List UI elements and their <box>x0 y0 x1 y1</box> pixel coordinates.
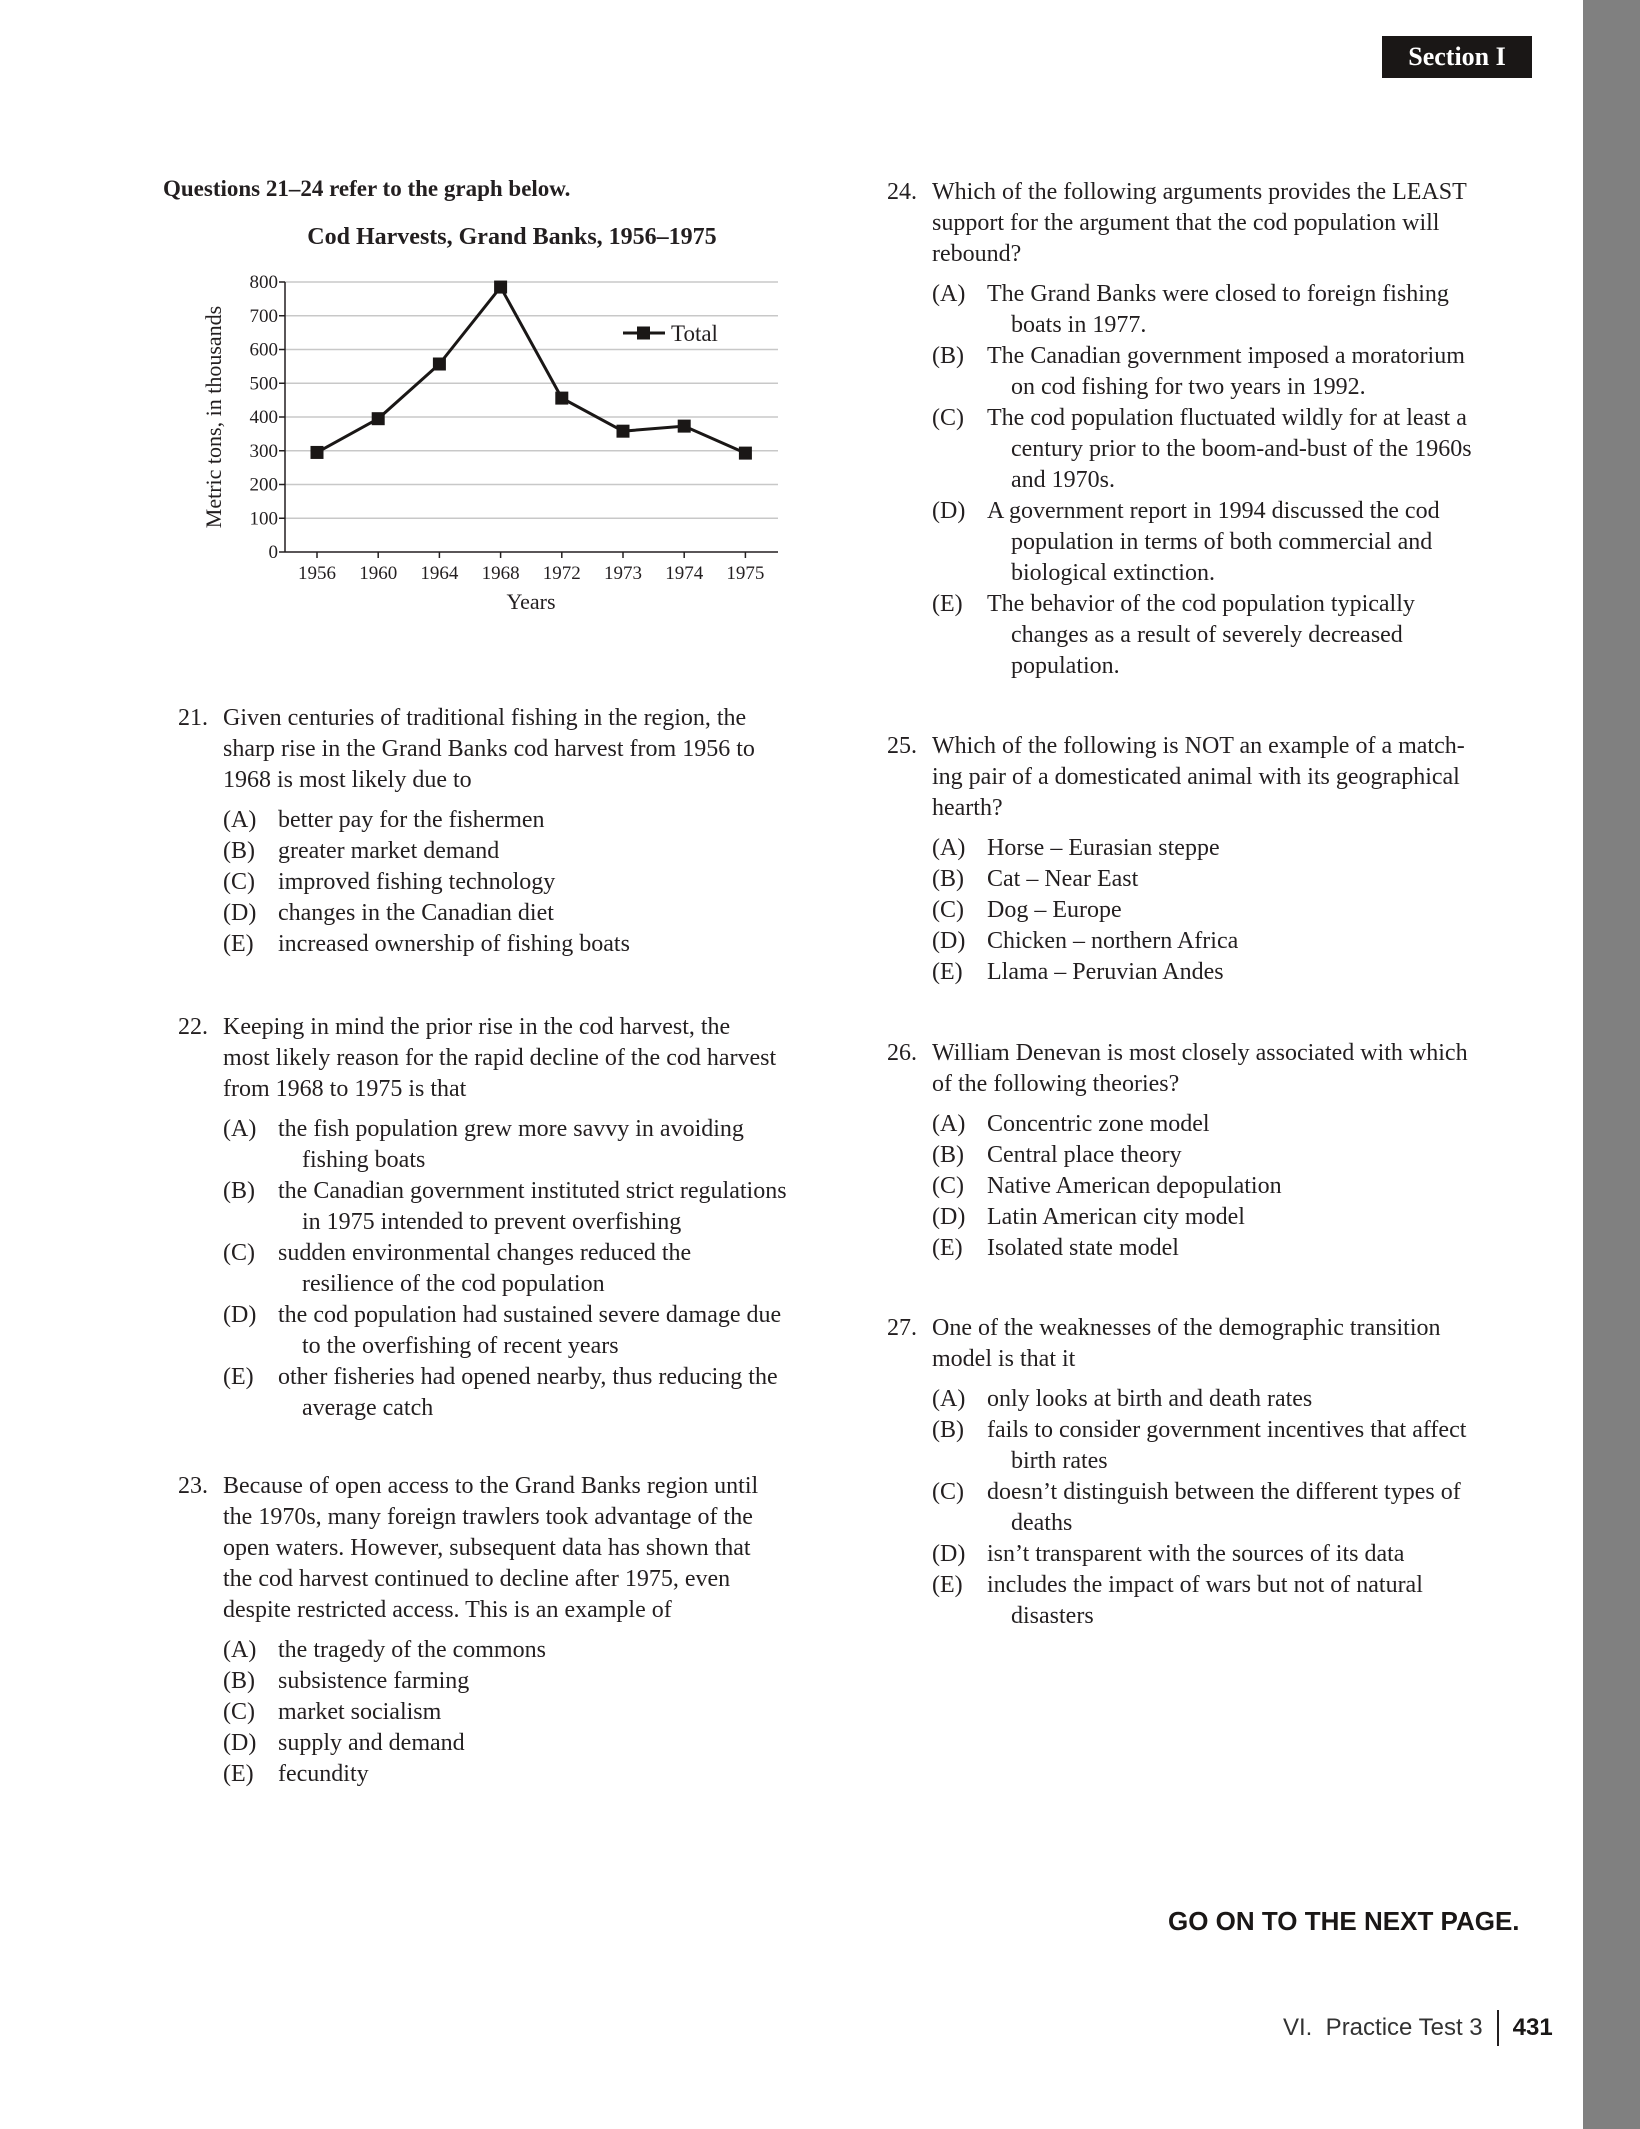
question-text <box>932 1313 1527 1375</box>
data-point-marker <box>739 447 752 460</box>
stem-line: open waters. However, subsequent data has shown that <box>223 1535 751 1561</box>
option-line: subsistence farming <box>278 1668 470 1694</box>
option-line: Isolated state model <box>987 1235 1179 1261</box>
question-stem <box>887 1038 1527 1100</box>
option-line: doesn’t distinguish between the different types of <box>987 1479 1461 1505</box>
question-stem <box>178 1012 838 1105</box>
option-line: the fish population grew more savvy in avoiding <box>278 1116 744 1142</box>
x-axis-label: Years <box>506 589 556 614</box>
stem-line: the 1970s, many foreign trawlers took advantage of the <box>223 1504 753 1530</box>
question-number: 26. <box>887 1040 917 1066</box>
option-text <box>987 1384 1527 1415</box>
stem-line: rebound? <box>932 241 1022 267</box>
stem-line: sharp rise in the Grand Banks cod harvest from 1956 to <box>223 736 755 762</box>
option-text <box>987 957 1527 988</box>
answer-option[interactable] <box>932 926 1527 957</box>
answer-option[interactable] <box>223 1697 838 1728</box>
option-text <box>278 1362 838 1424</box>
x-tick-label: 1975 <box>726 563 765 584</box>
option-line: The Canadian government imposed a moratorium <box>987 343 1465 369</box>
question-21 <box>178 703 838 960</box>
question-text <box>932 177 1527 270</box>
option-letter: (B) <box>932 866 964 892</box>
option-line: isn’t transparent with the sources of its data <box>987 1541 1405 1567</box>
option-line: the Canadian government instituted strict regulations <box>278 1178 787 1204</box>
answer-options <box>178 1114 838 1424</box>
option-letter: (B) <box>223 1668 255 1694</box>
option-text <box>987 1109 1527 1140</box>
answer-option[interactable] <box>223 1300 838 1362</box>
answer-option[interactable] <box>932 1539 1527 1570</box>
option-line: increased ownership of fishing boats <box>278 931 630 957</box>
option-line: Concentric zone model <box>987 1111 1210 1137</box>
option-line: changes as a result of severely decreased <box>1011 622 1403 648</box>
legend-label: Total <box>671 321 718 346</box>
answer-option[interactable] <box>932 1140 1527 1171</box>
option-letter: (A) <box>932 281 966 307</box>
option-line: market socialism <box>278 1699 442 1725</box>
stem-line: Which of the following is NOT an example of a match- <box>932 733 1465 759</box>
option-letter: (C) <box>932 897 964 923</box>
option-letter: (C) <box>223 1240 255 1266</box>
question-number: 25. <box>887 733 917 759</box>
answer-option[interactable] <box>223 836 838 867</box>
option-line: sudden environmental changes reduced the <box>278 1240 692 1266</box>
question-25 <box>887 731 1527 988</box>
question-22 <box>178 1012 838 1424</box>
option-text <box>987 1140 1527 1171</box>
section-label: Section I <box>1408 42 1506 71</box>
stem-line: ing pair of a domesticated animal with its geographical <box>932 764 1460 790</box>
option-text <box>278 1728 838 1759</box>
question-number: 23. <box>178 1473 208 1499</box>
option-text <box>987 589 1527 682</box>
answer-option[interactable] <box>932 1384 1527 1415</box>
answer-option[interactable] <box>932 895 1527 926</box>
option-line: The cod population fluctuated wildly for at least a <box>987 405 1467 431</box>
option-letter: (B) <box>223 1178 255 1204</box>
answer-options <box>887 1384 1527 1632</box>
answer-option[interactable] <box>932 1109 1527 1140</box>
option-letter: (D) <box>932 498 966 524</box>
page-edge-tab <box>1583 0 1640 2129</box>
option-line: The Grand Banks were closed to foreign fishing <box>987 281 1449 307</box>
x-tick-label: 1973 <box>604 563 642 584</box>
option-text <box>987 341 1527 403</box>
stem-line: Given centuries of traditional fishing in the region, the <box>223 705 747 731</box>
option-line: the tragedy of the commons <box>278 1637 546 1663</box>
option-line: Horse – Eurasian steppe <box>987 835 1220 861</box>
option-line: deaths <box>1011 1510 1073 1536</box>
option-letter: (E) <box>932 1235 963 1261</box>
option-text <box>987 864 1527 895</box>
answer-option[interactable] <box>932 864 1527 895</box>
stem-line: despite restricted access. This is an example of <box>223 1597 672 1623</box>
data-point-marker <box>678 420 691 433</box>
answer-option[interactable] <box>932 403 1527 496</box>
option-text <box>987 496 1527 589</box>
stem-line: support for the argument that the cod population will <box>932 210 1440 236</box>
data-point-marker <box>311 446 324 459</box>
stem-line: model is that it <box>932 1346 1076 1372</box>
option-line: Native American depopulation <box>987 1173 1282 1199</box>
answer-option[interactable] <box>932 1233 1527 1264</box>
option-line: includes the impact of wars but not of natural <box>987 1572 1423 1598</box>
option-letter: (C) <box>932 1173 964 1199</box>
option-line: other fisheries had opened nearby, thus reducing the <box>278 1364 778 1390</box>
option-line: Dog – Europe <box>987 897 1122 923</box>
answer-option[interactable] <box>932 589 1527 682</box>
y-tick-label: 100 <box>249 508 278 530</box>
answer-option[interactable] <box>223 1728 838 1759</box>
option-text <box>278 1238 838 1300</box>
option-line: and 1970s. <box>1011 467 1115 493</box>
option-letter: (C) <box>932 405 964 431</box>
option-line: boats in 1977. <box>1011 312 1147 338</box>
data-point-marker <box>433 358 446 371</box>
question-stem <box>178 1471 838 1626</box>
option-text <box>987 1477 1527 1539</box>
answer-option[interactable] <box>932 833 1527 864</box>
option-letter: (B) <box>932 1417 964 1443</box>
data-point-marker <box>617 425 630 438</box>
option-text <box>987 279 1527 341</box>
option-letter: (D) <box>223 900 257 926</box>
option-letter: (A) <box>223 1116 257 1142</box>
answer-option[interactable] <box>223 898 838 929</box>
option-letter: (E) <box>223 1364 254 1390</box>
answer-option[interactable] <box>223 1176 838 1238</box>
option-text <box>278 898 838 929</box>
y-tick-label: 600 <box>249 339 278 361</box>
option-text <box>987 403 1527 496</box>
x-tick-label: 1960 <box>359 563 398 584</box>
option-text <box>278 805 838 836</box>
stem-line: of the following theories? <box>932 1071 1180 1097</box>
page-number: 431 <box>1512 2014 1553 2041</box>
option-text <box>278 1759 838 1790</box>
answer-option[interactable] <box>223 867 838 898</box>
option-line: The behavior of the cod population typically <box>987 591 1415 617</box>
option-letter: (D) <box>223 1302 257 1328</box>
answer-options <box>178 805 838 960</box>
option-letter: (D) <box>223 1730 257 1756</box>
option-line: Chicken – northern Africa <box>987 928 1239 954</box>
option-text <box>278 836 838 867</box>
option-text <box>987 895 1527 926</box>
option-line: fishing boats <box>302 1147 426 1173</box>
option-line: A government report in 1994 discussed the cod <box>987 498 1440 524</box>
option-line: disasters <box>1011 1603 1094 1629</box>
answer-option[interactable] <box>223 929 838 960</box>
option-letter: (E) <box>223 931 254 957</box>
answer-option[interactable] <box>223 1666 838 1697</box>
answer-option[interactable] <box>223 1114 838 1176</box>
question-number: 22. <box>178 1014 208 1040</box>
option-letter: (A) <box>932 835 966 861</box>
answer-option[interactable] <box>932 957 1527 988</box>
y-tick-label: 300 <box>249 440 278 462</box>
questions-intro: Questions 21–24 refer to the graph below. <box>163 176 571 201</box>
stem-line: Which of the following arguments provides the LEAST <box>932 179 1467 205</box>
question-24 <box>887 177 1527 682</box>
option-line: only looks at birth and death rates <box>987 1386 1313 1412</box>
y-tick-label: 400 <box>249 407 278 428</box>
answer-option[interactable] <box>932 341 1527 403</box>
option-line: population in terms of both commercial and <box>1011 529 1433 555</box>
x-tick-label: 1968 <box>481 563 520 584</box>
answer-option[interactable] <box>223 1362 838 1424</box>
question-number: 24. <box>887 179 917 205</box>
option-letter: (E) <box>932 1572 963 1598</box>
y-tick-label: 700 <box>249 305 278 327</box>
option-text <box>987 1171 1527 1202</box>
answer-option[interactable] <box>932 279 1527 341</box>
option-letter: (E) <box>932 591 963 617</box>
option-text <box>987 1539 1527 1570</box>
option-letter: (C) <box>932 1479 964 1505</box>
option-line: Cat – Near East <box>987 866 1139 892</box>
answer-option[interactable] <box>223 1759 838 1790</box>
data-point-marker <box>494 281 507 294</box>
option-text <box>278 1300 838 1362</box>
option-text <box>987 1570 1527 1632</box>
question-text <box>223 1012 838 1105</box>
option-line: biological extinction. <box>1011 560 1215 586</box>
option-line: average catch <box>302 1395 434 1421</box>
answer-option[interactable] <box>223 1635 838 1666</box>
option-letter: (E) <box>223 1761 254 1787</box>
stem-line: hearth? <box>932 795 1003 821</box>
answer-option[interactable] <box>932 1202 1527 1233</box>
option-letter: (B) <box>932 1142 964 1168</box>
option-text <box>278 1697 838 1728</box>
question-number: 27. <box>887 1315 917 1341</box>
option-line: Central place theory <box>987 1142 1182 1168</box>
question-26 <box>887 1038 1527 1264</box>
option-letter: (C) <box>223 1699 255 1725</box>
option-line: to the overfishing of recent years <box>302 1333 619 1359</box>
answer-option[interactable] <box>932 1171 1527 1202</box>
data-point-marker <box>372 412 385 425</box>
option-line: greater market demand <box>278 838 500 864</box>
y-axis-label: Metric tons, in thousands <box>201 305 226 529</box>
option-text <box>278 1666 838 1697</box>
answer-option[interactable] <box>932 1415 1527 1477</box>
option-letter: (A) <box>932 1386 966 1412</box>
option-letter: (B) <box>223 838 255 864</box>
cod-harvest-chart <box>190 222 810 632</box>
option-line: changes in the Canadian diet <box>278 900 554 926</box>
answer-options <box>887 833 1527 988</box>
option-line: resilience of the cod population <box>302 1271 605 1297</box>
question-text <box>932 1038 1527 1100</box>
option-text <box>278 1176 838 1238</box>
option-letter: (D) <box>932 1204 966 1230</box>
footer-divider <box>1497 2010 1499 2046</box>
question-text <box>223 703 838 796</box>
stem-line: the cod harvest continued to decline after 1975, even <box>223 1566 731 1592</box>
option-text <box>987 1202 1527 1233</box>
option-line: fecundity <box>278 1761 369 1787</box>
x-tick-label: 1956 <box>298 563 336 584</box>
option-line: century prior to the boom-and-bust of the 1960s <box>1011 436 1472 462</box>
option-letter: (B) <box>932 343 964 369</box>
y-tick-label: 0 <box>268 542 278 563</box>
option-line: Latin American city model <box>987 1204 1245 1230</box>
answer-options <box>178 1635 838 1790</box>
answer-option[interactable] <box>223 805 838 836</box>
option-text <box>987 1415 1527 1477</box>
option-letter: (A) <box>223 1637 257 1663</box>
legend-marker <box>637 327 650 340</box>
page-footer <box>1283 2010 1553 2046</box>
option-line: birth rates <box>1011 1448 1108 1474</box>
go-on-notice: GO ON TO THE NEXT PAGE. <box>1168 1906 1520 1936</box>
x-tick-label: 1974 <box>665 563 704 584</box>
x-tick-label: 1972 <box>542 563 581 584</box>
line-chart <box>190 222 810 632</box>
option-letter: (D) <box>932 1541 966 1567</box>
option-text <box>278 867 838 898</box>
option-text <box>987 833 1527 864</box>
stem-line: most likely reason for the rapid decline of the cod harvest <box>223 1045 777 1071</box>
option-line: Llama – Peruvian Andes <box>987 959 1224 985</box>
y-tick-label: 200 <box>249 474 278 496</box>
question-text <box>932 731 1527 824</box>
option-line: supply and demand <box>278 1730 465 1756</box>
stem-line: from 1968 to 1975 is that <box>223 1076 467 1102</box>
option-line: better pay for the fishermen <box>278 807 545 833</box>
option-line: population. <box>1011 653 1120 679</box>
stem-line: Keeping in mind the prior rise in the cod harvest, the <box>223 1014 731 1040</box>
option-letter: (A) <box>223 807 257 833</box>
option-line: the cod population had sustained severe damage due <box>278 1302 782 1328</box>
answer-options <box>887 279 1527 682</box>
question-23 <box>178 1471 838 1790</box>
answer-options <box>887 1109 1527 1264</box>
option-text <box>278 929 838 960</box>
question-27 <box>887 1313 1527 1632</box>
option-text <box>278 1635 838 1666</box>
question-stem <box>887 1313 1527 1375</box>
answer-option[interactable] <box>223 1238 838 1300</box>
option-text <box>278 1114 838 1176</box>
chapter-label: VI. Practice Test 3 <box>1283 2014 1483 2041</box>
option-letter: (C) <box>223 869 255 895</box>
x-tick-label: 1964 <box>420 563 459 584</box>
option-line: in 1975 intended to prevent overfishing <box>302 1209 682 1235</box>
answer-option[interactable] <box>932 1570 1527 1632</box>
y-tick-label: 800 <box>249 272 278 293</box>
stem-line: 1968 is most likely due to <box>223 767 472 793</box>
question-text <box>223 1471 838 1626</box>
y-tick-label: 500 <box>249 373 278 395</box>
stem-line: Because of open access to the Grand Banks region until <box>223 1473 759 1499</box>
option-letter: (E) <box>932 959 963 985</box>
stem-line: One of the weaknesses of the demographic transition <box>932 1315 1441 1341</box>
question-stem <box>887 731 1527 824</box>
option-line: on cod fishing for two years in 1992. <box>1011 374 1366 400</box>
option-text <box>987 926 1527 957</box>
answer-option[interactable] <box>932 496 1527 589</box>
option-line: fails to consider government incentives that affect <box>987 1417 1467 1443</box>
question-stem <box>178 703 838 796</box>
section-badge <box>1382 36 1532 78</box>
option-letter: (D) <box>932 928 966 954</box>
question-number: 21. <box>178 705 208 731</box>
answer-option[interactable] <box>932 1477 1527 1539</box>
option-letter: (A) <box>932 1111 966 1137</box>
question-stem <box>887 177 1527 270</box>
option-line: improved fishing technology <box>278 869 556 895</box>
stem-line: William Denevan is most closely associated with which <box>932 1040 1468 1066</box>
chart-title: Cod Harvests, Grand Banks, 1956–1975 <box>307 224 717 250</box>
data-point-marker <box>555 392 568 405</box>
option-text <box>987 1233 1527 1264</box>
